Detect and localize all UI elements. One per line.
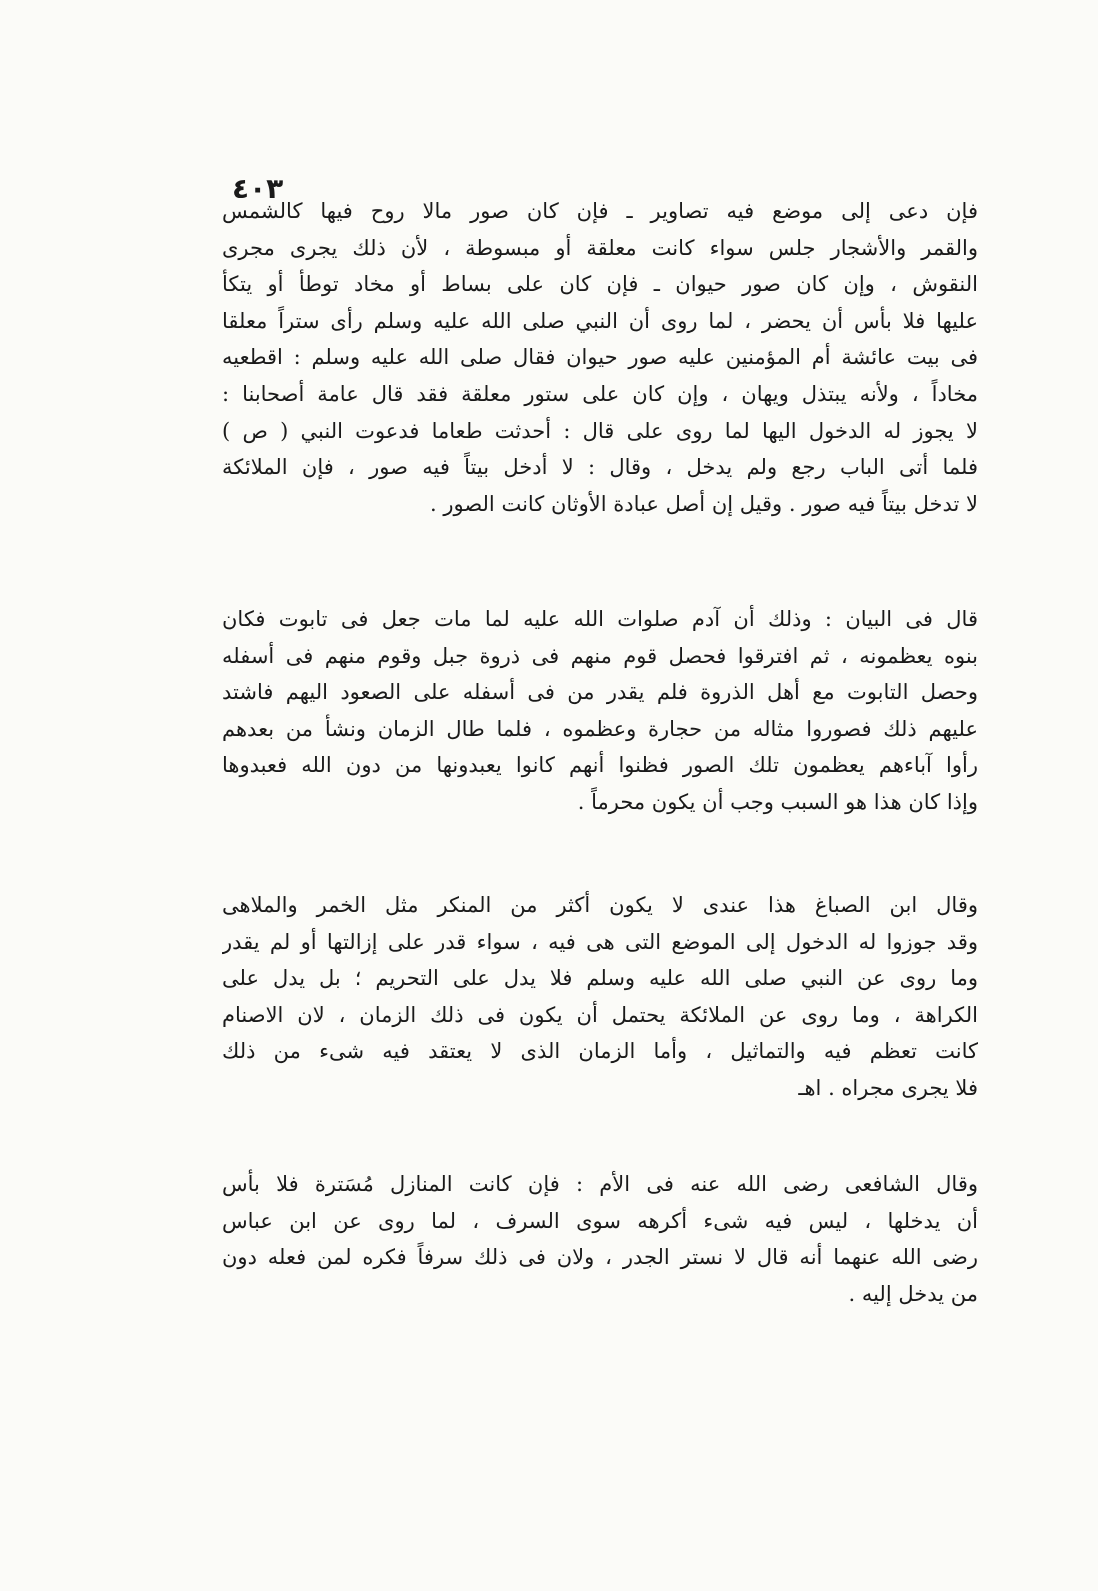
text-line: بنوه يعظمونه ، ثم افترقوا فحصل قوم منهم فى ذروة جبل وقوم منهم فى أسفله (222, 643, 978, 668)
paragraph-3 (222, 887, 978, 1107)
text-line: وقد جوزوا له الدخول إلى الموضع التى هى فيه ، سواء قدر على إزالتها أو لم يقدر (222, 929, 978, 954)
text-line: وإذا كان هذا هو السبب وجب أن يكون محرماً . (577, 789, 978, 814)
text-line: من يدخل إليه . (848, 1281, 978, 1306)
paragraph-1 (222, 193, 978, 522)
text-line: فإن دعى إلى موضع فيه تصاوير ـ فإن كان صور مالا روح فيها كالشمس (222, 199, 978, 223)
text-line: رأوا آباءهم يعظمون تلك الصور فظنوا أنهم كانوا يعبدونها من دون الله فعبدوها (222, 753, 978, 778)
text-line: وقال ابن الصباغ هذا عندى لا يكون أكثر من المنكر مثل الخمر والملاهى (222, 893, 978, 917)
text-line: وما روى عن النبي صلى الله عليه وسلم فلا يدل على التحريم ؛ بل يدل على (222, 966, 978, 991)
paragraph-2 (222, 601, 978, 821)
text-line: لا يجوز له الدخول اليها لما روى على قال : أحدثت طعاما فدعوت النبي ( ص ) (222, 418, 978, 443)
paragraph-4 (222, 1166, 978, 1312)
text-line: أن يدخلها ، ليس فيه شىء أكرهه سوى السرف ، لما روى عن ابن عباس (222, 1208, 978, 1233)
text-line: وقال الشافعى رضى الله عنه فى الأم : فإن كانت المنازل مُسَترة فلا بأس (222, 1172, 978, 1196)
text-line: الكراهة ، وما روى عن الملائكة يحتمل أن يكون فى ذلك الزمان ، لان الاصنام (222, 1002, 978, 1027)
text-line: فى بيت عائشة أم المؤمنين عليه صور حيوان فقال صلى الله عليه وسلم : اقطعيه (222, 345, 978, 370)
text-line: والقمر والأشجار جلس سواء كانت معلقة أو مبسوطة ، لأن ذلك يجرى مجرى (222, 235, 978, 260)
text-line: لا تدخل بيتاً فيه صور . وقيل إن أصل عبادة الأوثان كانت الصور . (429, 491, 978, 516)
text-line: فلا يجرى مجراه . اهـ (798, 1075, 978, 1100)
text-line: رضى الله عنهما أنه قال لا نستر الجدر ، ولان فى ذلك سرفاً فكره لمن فعله دون (222, 1245, 978, 1270)
text-line: عليها فلا بأس أن يحضر ، لما روى أن النبي صلى الله عليه وسلم رأى ستراً معلقا (222, 308, 978, 333)
text-line: النقوش ، وإن كان صور حيوان ـ فإن كان على بساط أو مخاد توطأ أو يتكأ (222, 272, 978, 297)
text-line: قال فى البيان : وذلك أن آدم صلوات الله عليه لما مات جعل فى تابوت فكان (222, 607, 978, 631)
text-line: مخاداً ، ولأنه يبتذل ويهان ، وإن كان على ستور معلقة فقد قال عامة أصحابنا : (222, 381, 978, 406)
text-line: وحصل التابوت مع أهل الذروة فلم يقدر من فى أسفله على الصعود اليهم فاشتد (222, 680, 978, 705)
text-line: فلما أتى الباب رجع ولم يدخل ، وقال : لا أدخل بيتاً فيه صور ، فإن الملائكة (222, 455, 978, 480)
page-number: ٤٠٣ (232, 172, 284, 205)
text-line: عليهم ذلك فصوروا مثاله من حجارة وعظموه ، فلما طال الزمان ونشأ من بعدهم (222, 716, 978, 741)
text-line: كانت تعظم فيه والتماثيل ، وأما الزمان الذى لا يعتقد فيه شىء من ذلك (222, 1039, 978, 1064)
